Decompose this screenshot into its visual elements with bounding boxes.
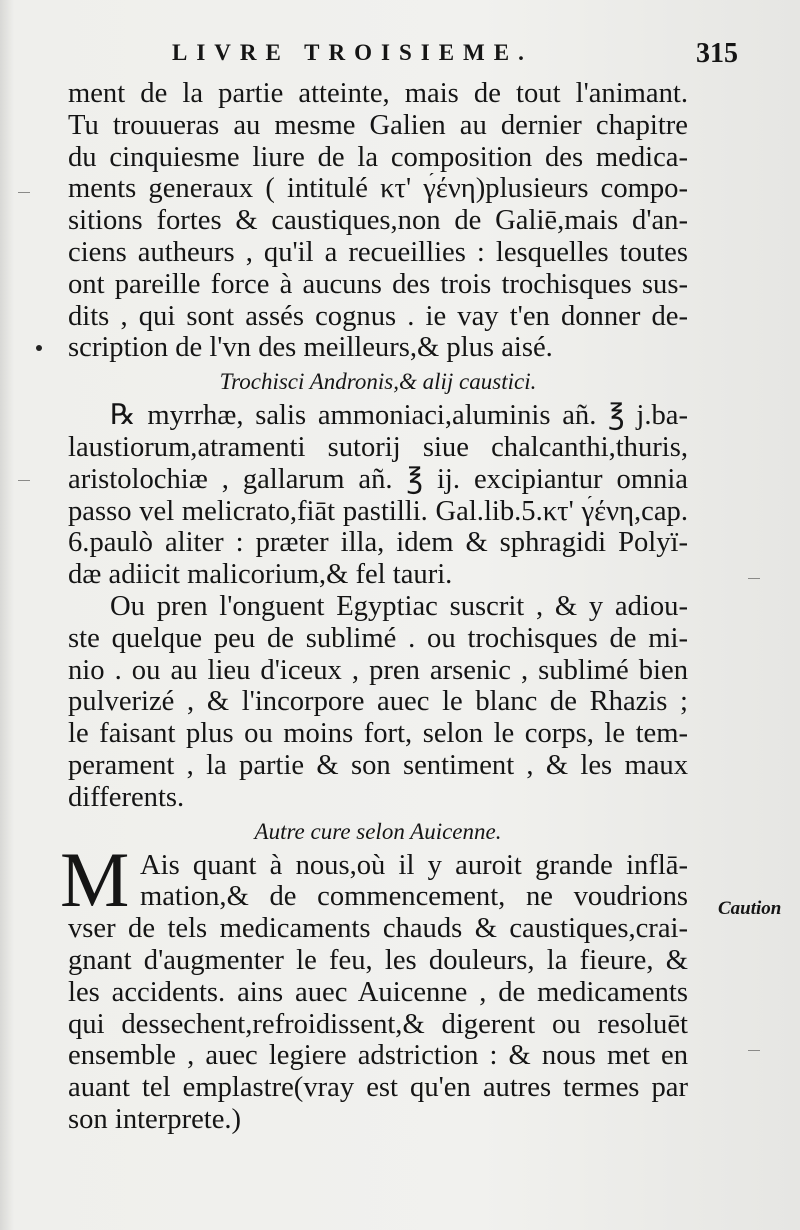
text-line: Ais quant à nous,où il y auroit grande inflā-	[140, 849, 688, 881]
text-line: Tu trouueras au mesme Galien au dernier chapitre	[68, 109, 688, 141]
body-text	[60, 78, 688, 1136]
text-line: aristolochiæ , gallarum añ. ℥ ij. excipiantur omnia	[68, 463, 688, 495]
text-line: 6.paulò aliter : præter illa, idem & sphragidi Polyï-	[68, 527, 688, 559]
text-line: ensemble , auec legiere adstriction : & nous met en	[68, 1040, 688, 1072]
text-line: du cinquiesme liure de la composition des medica-	[68, 141, 688, 173]
text-line: son interprete.)	[68, 1103, 242, 1135]
text-line: pulverizé , & l'incorpore auec le blanc de Rhazis ;	[68, 686, 688, 718]
margin-tick	[18, 192, 30, 193]
paragraph-3	[68, 591, 688, 814]
margin-note: Caution	[718, 898, 782, 919]
text-line: sitions fortes & caustiques,non de Galiē,mais d'an-	[68, 205, 688, 237]
text-line: scription de l'vn des meilleurs,& plus aisé.	[68, 332, 553, 364]
text-line: Ou pren l'onguent Egyptiac suscrit , & y adiou-	[110, 590, 688, 622]
text-line: vser de tels medicaments chauds & caustiques,crai-	[68, 913, 688, 945]
paragraph-1	[68, 78, 688, 364]
text-line: passo vel melicrato,fiāt pastilli. Gal.lib.5.κτ' γ́ένη,cap.	[68, 495, 688, 527]
text-line: auant tel emplastre(vray est qu'en autres termes par	[68, 1072, 688, 1104]
text-line: mation,& de commencement, ne voudrions	[140, 881, 688, 913]
running-head: LIVRE TROISIEME.	[172, 40, 533, 65]
text-line: perament , la partie & son sentiment , & les maux	[68, 749, 688, 781]
margin-dot	[36, 345, 42, 351]
text-line: dits , qui sont assés cognus . ie vay t'en donner de-	[68, 300, 688, 332]
section-heading: Trochisci Andronis,& alij caustici.	[219, 369, 537, 395]
margin-tick	[18, 480, 30, 481]
margin-tick	[748, 1050, 760, 1051]
text-line: ℞ myrrhæ, salis ammoniaci,aluminis añ. ℥ j.ba-	[110, 400, 688, 432]
margin-tick	[748, 578, 760, 579]
text-line: ste quelque peu de sublimé . ou trochisques de mi-	[68, 622, 688, 654]
text-line: ciens autheurs , qu'il a recueillies : lesquelles toutes	[68, 236, 688, 268]
text-line: ment de la partie atteinte, mais de tout l'animant.	[68, 78, 688, 109]
drop-cap: M	[60, 835, 130, 923]
text-line: le faisant plus ou moins fort, selon le corps, le tem-	[68, 718, 688, 750]
text-line: differents.	[68, 781, 185, 813]
text-line: laustiorum,atramenti sutorij siue chalcanthi,thuris,	[68, 431, 688, 463]
page-header	[60, 38, 738, 72]
text-line: les accidents. ains auec Auicenne , de medicaments	[68, 976, 688, 1008]
text-line: ments generaux ( intitulé κτ' γ́ένη)plusieurs compo-	[68, 173, 688, 205]
text-line: qui dessechent,refroidissent,& digerent ou resoluēt	[68, 1008, 688, 1040]
paragraph-4	[60, 835, 688, 1136]
text-line: ont pareille force à aucuns des trois trochisques sus-	[68, 268, 688, 300]
section-heading: Autre cure selon Auicenne.	[254, 818, 502, 844]
page-number: 315	[696, 38, 738, 69]
text-line: gnant d'augmenter le feu, les douleurs, la fieure, &	[68, 944, 688, 976]
text-line: nio . ou au lieu d'iceux , pren arsenic , sublimé bien	[68, 654, 688, 686]
text-line: dæ adiicit malicorium,& fel tauri.	[68, 559, 453, 591]
paragraph-2	[68, 400, 688, 591]
